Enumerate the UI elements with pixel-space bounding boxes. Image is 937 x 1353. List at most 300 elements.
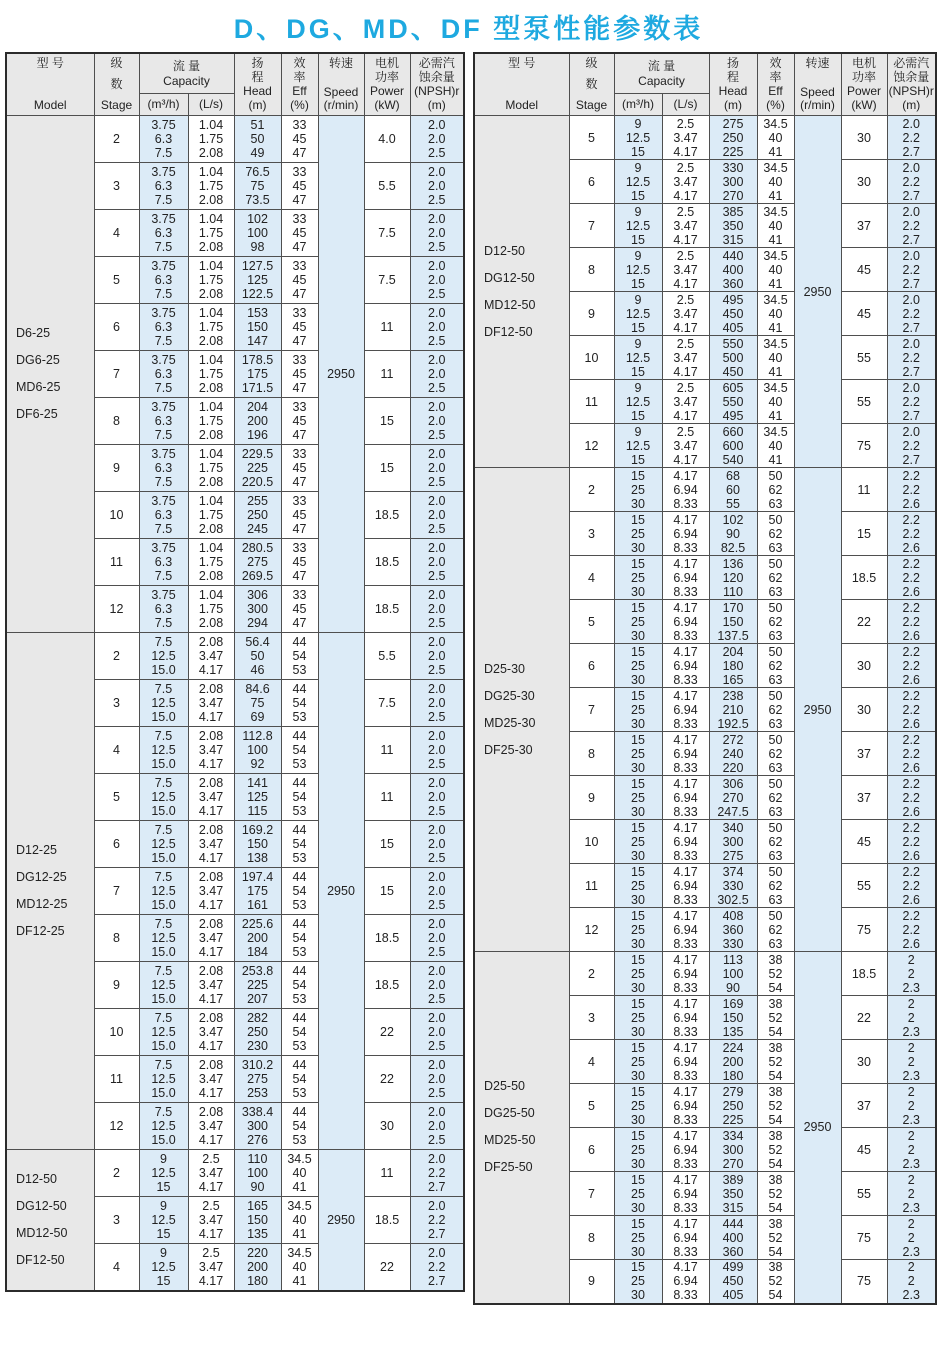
capacity-m3h-cell-line: 7.5 [154,240,173,254]
capacity-ls-cell [188,210,234,257]
model-name: MD25-50 [484,1133,536,1148]
eff-cell-line: 47 [292,146,307,160]
capacity-ls-cell-line: 8.33 [673,672,698,687]
capacity-m3h-cell-line: 7.5 [154,1105,173,1119]
capacity-ls-cell-line: 8.33 [673,1112,698,1127]
power-cell: 37 [841,776,887,820]
eff-cell [281,116,318,163]
head-cell [709,952,757,996]
header-power-cn-2: 功率 [374,70,399,84]
power-cell: 15 [364,868,410,915]
header-npsh-cn-1: 必需汽 [893,56,930,70]
capacity-m3h-cell-line: 12.5 [625,306,651,321]
capacity-ls-cell-line: 4.17 [198,945,224,959]
head-cell-line: 169 [722,996,744,1011]
capacity-m3h-cell-line: 30 [631,672,645,687]
head-cell-line: 340 [722,820,744,835]
head-cell-line: 69 [250,710,265,724]
stage-cell: 4 [569,556,614,600]
capacity-ls-cell-line: 3.47 [198,978,224,992]
header-head-unit: (m) [724,98,742,112]
eff-cell-line: 47 [292,287,307,301]
capacity-m3h-cell-line: 15 [631,1084,645,1099]
capacity-m3h-cell-line: 30 [631,540,645,555]
capacity-ls-cell [662,292,709,336]
npsh-cell-line: 2.0 [428,508,446,522]
capacity-ls-cell-line: 1.75 [198,414,224,428]
capacity-ls-cell-line: 4.17 [673,1216,698,1231]
eff-cell [757,820,794,864]
npsh-cell-line: 2.2 [902,644,920,659]
npsh-cell-line: 2 [907,1172,915,1187]
eff-cell [281,398,318,445]
capacity-m3h-cell-line: 25 [631,570,645,585]
capacity-m3h-cell-line: 3.75 [151,353,176,367]
npsh-cell-line: 2.6 [902,628,920,643]
capacity-m3h-cell-line: 15 [631,452,645,467]
pump-table-right [473,52,937,1305]
table-section [474,468,936,952]
npsh-cell-line: 2.2 [902,614,920,629]
eff-cell [281,1244,318,1291]
capacity-m3h-cell-line: 25 [631,834,645,849]
capacity-m3h-cell-line: 15 [156,1273,171,1288]
power-cell: 18.5 [364,586,410,633]
header-power-unit: (kW) [851,98,877,112]
head-cell-line: 200 [247,1259,268,1274]
npsh-cell-line: 2.6 [902,848,920,863]
head-cell-line: 240 [722,746,744,761]
capacity-ls-cell-line: 1.04 [198,541,224,555]
power-cell: 30 [364,1103,410,1150]
stage-cell: 2 [94,633,139,680]
table-section [474,952,936,1304]
eff-cell [757,776,794,820]
head-cell-line: 204 [247,400,268,414]
head-cell-line: 280.5 [241,541,274,555]
capacity-ls-cell-line: 4.17 [198,757,224,771]
stage-cell: 11 [94,1056,139,1103]
stage-cell: 6 [569,160,614,204]
capacity-ls-cell [188,680,234,727]
head-cell-line: 389 [722,1172,744,1187]
eff-cell-line: 45 [292,508,307,522]
capacity-m3h-cell-line: 15 [631,320,645,335]
capacity-ls-cell-line: 1.04 [198,400,224,414]
npsh-cell-line: 2 [907,1186,915,1201]
eff-cell-line: 54 [292,1072,307,1086]
npsh-cell-line: 2.0 [428,555,446,569]
capacity-m3h-cell [614,292,662,336]
eff-cell-line: 62 [768,790,783,805]
head-cell-line: 306 [247,588,268,602]
capacity-ls-cell-line: 6.94 [673,570,698,585]
capacity-ls-cell [188,1009,234,1056]
capacity-ls-cell-line: 2.5 [202,1199,220,1213]
eff-cell-line: 40 [768,306,783,321]
capacity-ls-cell-line: 1.75 [198,367,224,381]
capacity-m3h-cell [139,1150,188,1197]
header-npsh [410,53,464,116]
capacity-ls-cell-line: 4.17 [673,1040,698,1055]
stage-cell: 10 [94,1009,139,1056]
capacity-ls-cell-line: 2.5 [676,424,695,439]
npsh-cell [410,539,464,586]
eff-cell [757,996,794,1040]
stage-cell: 2 [94,116,139,163]
power-cell: 7.5 [364,680,410,727]
capacity-m3h-cell-line: 15 [631,952,645,967]
eff-cell [757,952,794,996]
capacity-m3h-cell-line: 15 [156,1180,171,1194]
npsh-cell-line: 2.2 [902,174,920,189]
head-cell [709,996,757,1040]
head-cell-line: 275 [247,555,268,569]
head-cell-line: 204 [722,644,744,659]
capacity-m3h-cell-line: 15 [631,1040,645,1055]
header-eff-cn-1: 效 [293,56,306,70]
head-cell-line: 444 [722,1216,744,1231]
header-eff [281,53,318,116]
capacity-ls-cell-line: 2.08 [198,381,224,395]
head-cell-line: 90 [726,980,740,995]
npsh-cell-line: 2.5 [428,710,446,724]
npsh-cell-line: 2.5 [428,287,446,301]
model-name: D12-50 [16,1171,57,1186]
capacity-m3h-cell [139,163,188,210]
head-cell-line: 147 [247,334,268,348]
head-cell-line: 171.5 [241,381,274,395]
power-cell: 22 [364,1056,410,1103]
power-cell: 11 [364,727,410,774]
capacity-m3h-cell-line: 15.0 [151,851,176,865]
capacity-m3h-cell [614,160,662,204]
head-cell [709,336,757,380]
capacity-m3h-cell-line: 15.0 [151,757,176,771]
npsh-cell-line: 2.5 [428,1086,446,1100]
capacity-m3h-cell [139,868,188,915]
capacity-m3h-cell [139,633,188,680]
eff-cell-line: 44 [292,870,307,884]
capacity-ls-cell-line: 4.17 [198,898,224,912]
capacity-m3h-cell-line: 6.3 [154,508,173,522]
eff-cell-line: 62 [768,702,783,717]
head-cell-line: 270 [722,188,744,203]
capacity-ls-cell-line: 3.47 [673,262,698,277]
eff-cell-line: 54 [292,743,307,757]
eff-cell-line: 54 [768,1156,783,1171]
header-npsh-cn-1: 必需汽 [418,56,455,70]
model-cell [474,116,569,468]
header-stage-cn-2: 数 [110,77,123,91]
head-cell-line: 294 [247,616,268,630]
capacity-m3h-cell-line: 15 [631,276,645,291]
capacity-ls-cell [662,1216,709,1260]
speed-cell: 2950 [794,116,841,468]
eff-cell-line: 54 [768,1068,783,1083]
head-cell [234,868,281,915]
capacity-ls-cell-line: 8.33 [673,584,698,599]
eff-cell [757,1172,794,1216]
eff-cell-line: 52 [768,966,783,981]
model-name: DF25-30 [484,742,533,757]
npsh-cell [410,1009,464,1056]
capacity-m3h-cell [139,445,188,492]
eff-cell-line: 34.5 [763,292,788,307]
head-cell [709,380,757,424]
model-name: MD25-30 [484,715,536,730]
header-npsh-cn-2: 蚀余量 [893,70,930,84]
eff-cell-line: 44 [292,1105,307,1119]
header-power-cn-1: 电机 [374,56,399,70]
capacity-m3h-cell-line: 30 [631,628,645,643]
header-stage-cn-1: 级 [110,56,123,70]
page-title: D、DG、MD、DF 型泵性能参数表 [233,14,704,44]
capacity-ls-cell-line: 6.94 [673,1010,698,1025]
capacity-m3h-cell-line: 12.5 [151,1259,176,1274]
capacity-ls-cell-line: 6.94 [673,790,698,805]
head-cell [709,864,757,908]
eff-cell [757,1216,794,1260]
header-power-en: Power [846,84,881,98]
head-cell-line: 46 [250,663,265,677]
head-cell [234,1103,281,1150]
capacity-ls-cell-line: 3.47 [198,1259,224,1274]
capacity-ls-cell [188,1244,234,1291]
eff-cell-line: 50 [768,644,783,659]
eff-cell-line: 52 [768,1186,783,1201]
eff-cell [757,1260,794,1304]
eff-cell [281,821,318,868]
eff-cell-line: 33 [292,447,307,461]
head-cell [234,116,281,163]
eff-cell-line: 52 [768,1230,783,1245]
head-cell-line: 115 [247,804,268,818]
eff-cell [757,248,794,292]
npsh-cell-line: 2.5 [428,663,446,677]
capacity-m3h-cell-line: 6.3 [154,132,173,146]
stage-cell: 10 [569,336,614,380]
npsh-cell-line: 2.0 [902,160,920,175]
npsh-cell-line: 2.5 [428,616,446,630]
head-cell [234,727,281,774]
eff-cell-line: 47 [292,381,307,395]
capacity-ls-cell-line: 8.33 [673,1024,698,1039]
capacity-m3h-cell-line: 12.5 [151,1166,176,1180]
npsh-cell-line: 2 [907,952,915,967]
eff-cell-line: 54 [768,1288,783,1303]
capacity-ls-cell-line: 8.33 [673,540,698,555]
head-cell [709,248,757,292]
eff-cell-line: 41 [292,1273,307,1288]
capacity-m3h-cell-line: 12.5 [625,130,651,145]
capacity-m3h-cell-line: 25 [631,702,645,717]
capacity-m3h-cell-line: 7.5 [154,776,173,790]
eff-cell-line: 63 [768,628,783,643]
npsh-cell [887,776,936,820]
npsh-cell-line: 2.2 [902,570,920,585]
capacity-m3h-cell-line: 15 [631,732,645,747]
eff-cell-line: 45 [292,132,307,146]
head-cell [234,774,281,821]
capacity-m3h-cell [139,492,188,539]
capacity-ls-cell-line: 2.08 [198,1011,224,1025]
capacity-m3h-cell-line: 7.5 [154,682,173,696]
eff-cell-line: 63 [768,672,783,687]
eff-cell-line: 62 [768,922,783,937]
head-cell-line: 127.5 [241,259,274,273]
tables-container [0,52,937,1305]
capacity-ls-cell-line: 2.5 [202,1152,220,1166]
npsh-cell-line: 2.0 [428,964,446,978]
capacity-ls-cell-line: 8.33 [673,892,698,907]
npsh-cell-line: 2.0 [428,649,446,663]
capacity-m3h-cell [139,539,188,586]
eff-cell-line: 44 [292,729,307,743]
npsh-cell-line: 2.5 [428,193,446,207]
model-name: D12-25 [16,843,57,857]
head-cell-line: 400 [722,262,744,277]
head-cell-line: 225 [247,461,268,475]
capacity-m3h-cell-line: 6.3 [154,461,173,475]
power-cell: 45 [841,292,887,336]
head-cell-line: 150 [247,320,268,334]
npsh-cell-line: 2.0 [428,696,446,710]
capacity-m3h-cell [139,821,188,868]
power-cell: 18.5 [364,539,410,586]
npsh-cell-line: 2.0 [428,179,446,193]
eff-cell-line: 50 [768,820,783,835]
head-cell-line: 350 [722,1186,744,1201]
power-cell: 75 [841,1260,887,1304]
capacity-ls-cell [188,1103,234,1150]
header-model-cn: 型 号 [508,56,536,70]
capacity-ls-cell-line: 2.08 [198,616,224,630]
npsh-cell-line: 2.0 [428,978,446,992]
power-cell: 15 [841,512,887,556]
head-cell-line: 210 [722,702,744,717]
eff-cell-line: 54 [768,1244,783,1259]
capacity-m3h-cell-line: 15.0 [151,945,176,959]
capacity-ls-cell-line: 6.94 [673,878,698,893]
capacity-ls-cell-line: 8.33 [673,1068,698,1083]
eff-cell-line: 33 [292,212,307,226]
head-cell [234,1150,281,1197]
capacity-m3h-cell [614,248,662,292]
capacity-ls-cell-line: 8.33 [673,496,698,511]
eff-cell [757,424,794,468]
capacity-ls-cell [662,1260,709,1304]
head-cell-line: 245 [247,522,268,536]
capacity-ls-cell-line: 1.75 [198,320,224,334]
header-head-en: Head [243,84,272,98]
power-cell: 45 [841,820,887,864]
model-name: DF25-50 [484,1160,533,1175]
head-cell-line: 315 [722,1200,744,1215]
npsh-cell-line: 2.0 [428,367,446,381]
header-speed-cn: 转速 [328,56,353,70]
npsh-cell-line: 2.0 [428,320,446,334]
capacity-m3h-cell [139,586,188,633]
capacity-m3h-cell-line: 7.5 [154,146,173,160]
eff-cell-line: 62 [768,526,783,541]
model-name: DF12-50 [16,1252,65,1267]
header-eff-en: Eff [292,84,307,98]
header-power-unit: (kW) [374,98,400,112]
eff-cell-line: 54 [292,790,307,804]
capacity-m3h-cell-line: 15 [631,232,645,247]
npsh-cell-line: 2.2 [428,1259,446,1274]
npsh-cell [887,600,936,644]
eff-cell-line: 41 [292,1227,307,1241]
eff-cell-line: 41 [768,232,783,247]
capacity-ls-cell-line: 6.94 [673,834,698,849]
npsh-cell [410,633,464,680]
npsh-cell [410,586,464,633]
capacity-ls-cell [662,820,709,864]
head-cell-line: 169.2 [241,823,274,837]
eff-cell-line: 34.5 [287,1152,312,1166]
eff-cell [757,908,794,952]
eff-cell-line: 34.5 [287,1245,312,1260]
model-name: DG25-50 [484,1106,535,1121]
npsh-cell [410,116,464,163]
eff-cell-line: 63 [768,496,783,511]
head-cell-line: 102 [247,212,268,226]
capacity-ls-cell-line: 4.17 [198,1180,224,1194]
npsh-cell-line: 2.2 [902,218,920,233]
head-cell-line: 550 [722,336,744,351]
npsh-cell-line: 2.0 [428,635,446,649]
capacity-ls-cell [188,398,234,445]
eff-cell [757,600,794,644]
capacity-ls-cell [188,163,234,210]
header-stage [94,53,139,116]
head-cell [709,1128,757,1172]
capacity-ls-cell-line: 8.33 [673,1288,698,1303]
header-power-cn-1: 电机 [851,56,876,70]
header-head-cn-2: 程 [726,70,739,84]
stage-cell: 9 [94,445,139,492]
model-name: D25-30 [484,661,525,676]
head-cell-line: 197.4 [241,870,274,884]
stage-cell: 8 [94,398,139,445]
capacity-m3h-cell [614,688,662,732]
head-cell-line: 253 [247,1086,268,1100]
npsh-cell-line: 2.0 [428,461,446,475]
npsh-cell-line: 2.0 [902,380,920,395]
head-cell [234,351,281,398]
eff-cell-line: 53 [292,945,307,959]
capacity-ls-cell-line: 4.17 [673,732,698,747]
npsh-cell-line: 2.7 [428,1273,446,1288]
head-cell-line: 499 [722,1260,744,1275]
capacity-ls-cell [188,351,234,398]
npsh-cell-line: 2.5 [428,428,446,442]
head-cell [709,424,757,468]
capacity-ls-cell-line: 6.94 [673,922,698,937]
stage-cell: 7 [94,351,139,398]
capacity-ls-cell-line: 2.08 [198,635,224,649]
npsh-cell [887,1172,936,1216]
capacity-ls-cell-line: 1.04 [198,447,224,461]
eff-cell [281,492,318,539]
eff-cell-line: 50 [768,864,783,879]
capacity-m3h-cell [139,962,188,1009]
npsh-cell [887,732,936,776]
capacity-m3h-cell-line: 7.5 [154,334,173,348]
head-cell-line: 150 [722,614,744,629]
